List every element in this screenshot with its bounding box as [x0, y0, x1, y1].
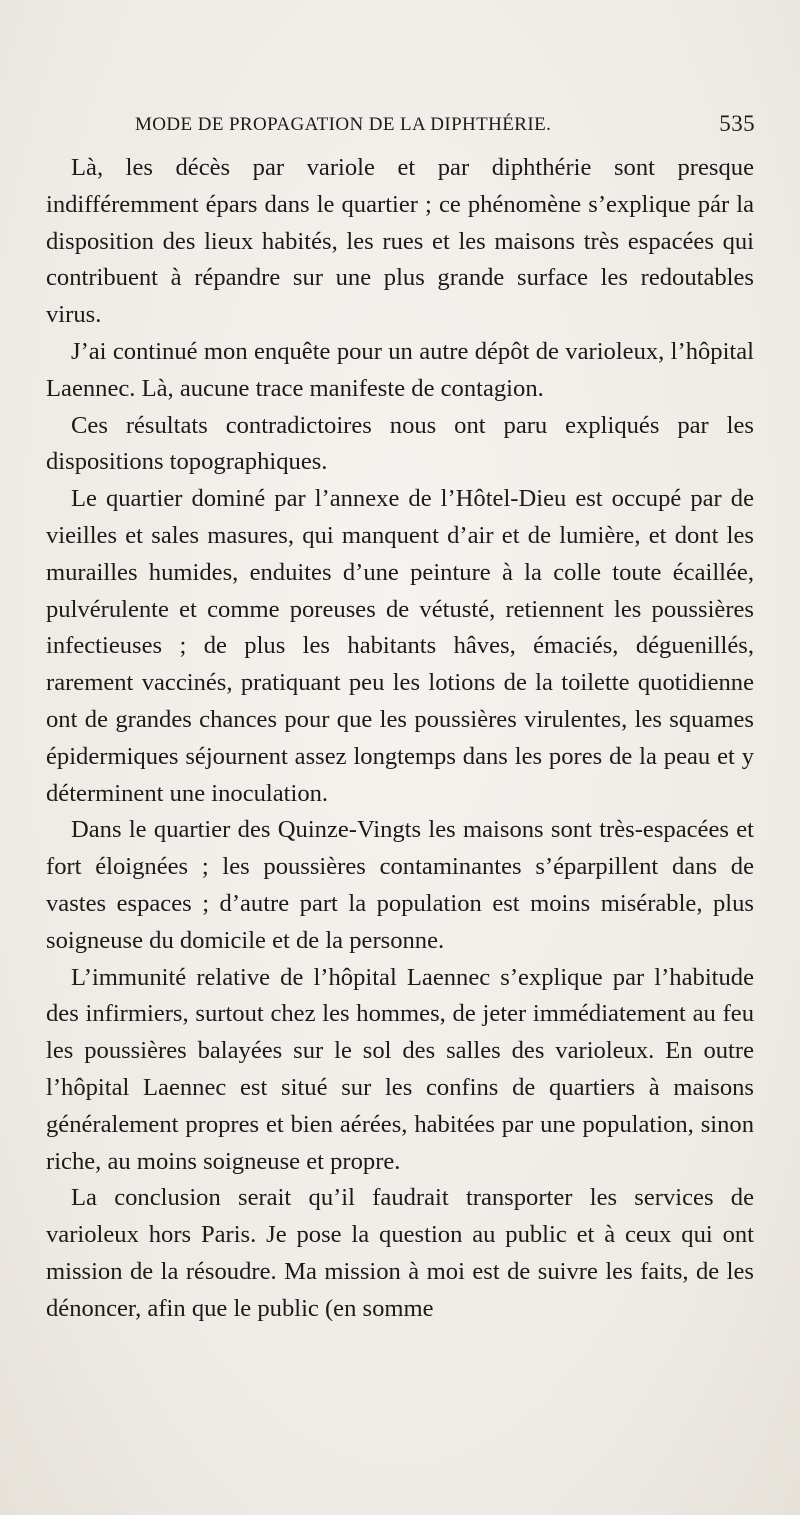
running-head [135, 111, 755, 144]
paragraph-laennec-inquiry: J’ai continué mon enquête pour un autre dépôt de varioleux, l’hôpital Laennec. Là, aucune trace manifeste de contagion. [46, 337, 754, 402]
paragraph-hotel-dieu-quarter: Le quartier dominé par l’annexe de l’Hôtel-Dieu est occupé par de vieilles et sales masures, qui manquent d’air et de lumière, et dont les murailles humides, enduites d’une peinture à la colle toute écaillée, pulvérulente et comme poreuses de vétusté, retiennent les poussières infectieuses ; de plus les habitants hâves, émaciés, déguenillés, rarement vaccinés, pratiquant peu les lotions de la toilette quotidienne ont de grandes chances pour que les poussières virulentes, les squames épidermiques séjournent assez longtemps dans les pores de la peau et y déterminent une inoculation. [46, 485, 754, 807]
paragraph-conclusion: La conclusion serait qu’il faudrait transporter les services de varioleux hors Paris. Je pose la question au public et à ceux qui ont mission de la résoudre. Ma mission à moi est de suivre les faits, de les dénoncer, afin que le public (en somme [46, 1184, 754, 1322]
paragraph-smallpox-diphtheria-deaths: Là, les décès par variole et par diphthérie sont presque indifféremment épars dans le quartier ; ce phénomène s’explique pár la disposition des lieux habités, les rues et les maisons très espacées qui contribuent à répandre sur une plus grande surface les redoutables virus. [46, 154, 754, 329]
paragraph-contradictory-results: Ces résultats contradictoires nous ont paru expliqués par les dispositions topographiques. [46, 411, 754, 476]
body-text [46, 150, 754, 1328]
paragraph-laennec-immunity: L’immunité relative de l’hôpital Laennec s’explique par l’habitude des infirmiers, surtout chez les hommes, de jeter immédiatement au feu les poussières balayées sur le sol des salles des varioleux. En outre l’hôpital Laennec est situé sur les confins de quartiers à maisons généralement propres et bien aérées, habitées par une population, sinon riche, au moins soigneuse et propre. [46, 963, 754, 1175]
running-title: MODE DE PROPAGATION DE LA DIPHTHÉRIE. [135, 114, 552, 135]
page-number: 535 [719, 111, 755, 136]
paragraph-quinze-vingts-quarter: Dans le quartier des Quinze-Vingts les maisons sont très-espacées et fort éloignées ; les poussières contaminantes s’éparpillent dans de vastes espaces ; d’autre part la population est moins misérable, plus soigneuse du domicile et de la personne. [46, 816, 754, 954]
